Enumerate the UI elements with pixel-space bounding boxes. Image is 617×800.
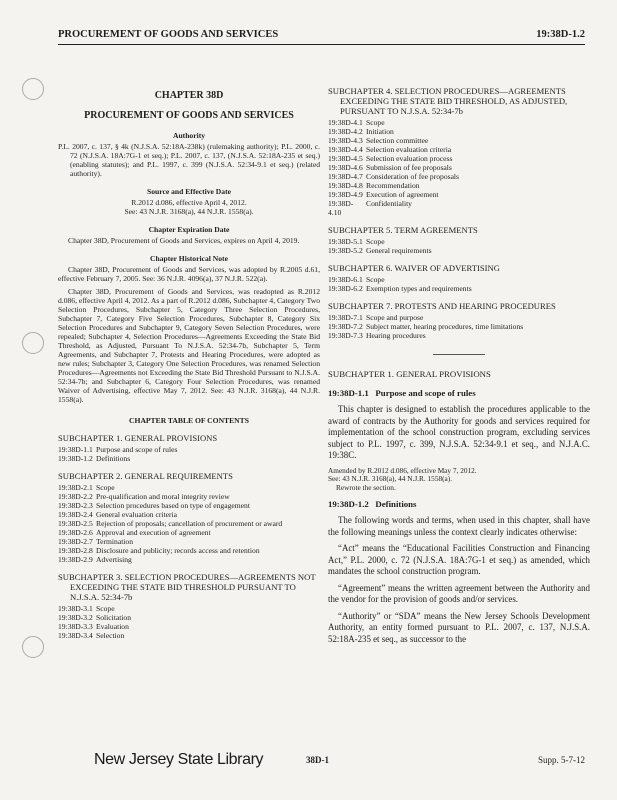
toc-entry — [58, 510, 320, 519]
toc-entry-number: 19:38D-3.3 — [58, 622, 93, 631]
toc-entry — [328, 190, 590, 199]
toc-entry — [328, 331, 590, 340]
toc-entry-number: 19:38D-4.1 — [328, 118, 363, 127]
toc-title: CHAPTER TABLE OF CONTENTS — [129, 416, 249, 425]
punch-hole — [22, 332, 44, 354]
source-citation: See: 43 N.J.R. 3168(a), 44 N.J.R. 1558(a). — [124, 207, 254, 216]
toc-entry-title: Confidentiality — [366, 199, 412, 208]
toc-entry-title: Initiation — [366, 127, 394, 136]
toc-subchapter-title: SUBCHAPTER 7. PROTESTS AND HEARING PROCEDURES — [328, 301, 556, 311]
toc-entry — [328, 172, 590, 181]
toc-entry-title: Scope and purpose — [366, 313, 424, 322]
toc-entry — [328, 127, 590, 136]
toc-subchapter-title: SUBCHAPTER 3. SELECTION PROCEDURES—AGREEMENTS NOT EXCEEDING THE STATE BID THRESHOLD PURSUANT TO N.J.S.A. 52:34-7b — [58, 572, 316, 602]
chapter-number: CHAPTER 38D — [154, 90, 224, 101]
source-text: R.2012 d.086, effective April 4, 2012. — [131, 198, 247, 207]
toc-entry-number: 19:38D-1.1 — [58, 445, 93, 454]
toc-entry-title: Scope — [96, 604, 115, 613]
toc-entry — [328, 163, 590, 172]
page-footer — [58, 751, 585, 775]
authority-text: P.L. 2007, c. 137, § 4k (N.J.S.A. 52:18A-238k) (rulemaking authority); P.L. 2000, c. 72 (N.J.S.A. 18A:7G-1 et seq.); P.L. 2007, c. 137, (N.J.S.A. 52:18A-235 et seq.) (enabling statutes); and P.L. 1997, c. 399 (N.J.S.A. 52:34-9.1 et seq.) (related authority). — [58, 142, 320, 178]
toc-entry-title: Recommendation — [366, 181, 420, 190]
toc-entry-title: Purpose and scope of rules — [96, 445, 178, 454]
toc-entry — [58, 454, 320, 463]
toc-entry-number: 19:38D-2.9 — [58, 555, 93, 564]
toc-entry-number: 19:38D-3.1 — [58, 604, 93, 613]
toc-entry-number: 19:38D-4.6 — [328, 163, 363, 172]
amendment-note — [328, 467, 590, 493]
rule-title: Purpose and scope of rules — [375, 388, 476, 398]
toc-entry — [328, 118, 590, 127]
definition-agreement: “Agreement” means the written agreement between the Authority and the vendor for the provision of goods and/or services. — [328, 582, 590, 605]
toc-entry-title: Selection evaluation process — [366, 154, 453, 163]
expiration-text: Chapter 38D, Procurement of Goods and Services, expires on April 4, 2019. — [68, 236, 300, 245]
toc-entry — [58, 622, 320, 631]
toc-entry — [58, 537, 320, 546]
toc-entry — [328, 284, 590, 293]
toc-entry-number: 19:38D-3.2 — [58, 613, 93, 622]
toc-subchapter-title: SUBCHAPTER 4. SELECTION PROCEDURES—AGREEMENTS EXCEEDING THE STATE BID THRESHOLD, AS ADJUSTED, PURSUANT TO N.J.S.A. 52:34-7b — [328, 86, 568, 116]
toc-entry-number: 19:38D-7.1 — [328, 313, 363, 322]
toc-entry — [328, 145, 590, 154]
toc-entry — [58, 445, 320, 454]
toc-entry-number: 19:38D-4.5 — [328, 154, 363, 163]
toc-entry-title: Scope — [96, 483, 115, 492]
toc-entry-title: Submission of fee proposals — [366, 163, 452, 172]
punch-hole — [22, 78, 44, 100]
toc-entry-title: Rejection of proposals; cancellation of procurement or award — [96, 519, 283, 528]
toc-entry-title: Approval and execution of agreement — [96, 528, 211, 537]
toc-entry — [58, 483, 320, 492]
rule-number: 19:38D-1.1 — [328, 388, 369, 398]
toc-entry — [58, 501, 320, 510]
toc-entry-title: Advertising — [96, 555, 132, 564]
toc-entry-number: 19:38D-4.2 — [328, 127, 363, 136]
amendment-summary: Rewrote the section. — [336, 482, 396, 492]
toc-entry-title: General requirements — [366, 246, 432, 255]
toc-entry-number: 19:38D-7.2 — [328, 322, 363, 331]
toc-entry-title: Scope — [366, 118, 385, 127]
library-stamp: New Jersey State Library — [94, 751, 264, 768]
toc-entry — [58, 613, 320, 622]
toc-entry-title: Selection committee — [366, 136, 429, 145]
section-divider — [433, 354, 485, 355]
toc-subchapter-title: SUBCHAPTER 2. GENERAL REQUIREMENTS — [58, 471, 233, 481]
toc-entry-number: 19:38D-5.2 — [328, 246, 363, 255]
toc-entry — [328, 199, 590, 217]
rule-title: Definitions — [375, 499, 417, 510]
toc-entry-number: 19:38D-4.3 — [328, 136, 363, 145]
toc-entry-number: 19:38D-1.2 — [58, 454, 93, 463]
toc-entry-title: Selection evaluation criteria — [366, 145, 452, 154]
amendment-line: Amended by R.2012 d.086, effective May 7, 2012. — [328, 465, 477, 475]
punch-hole — [22, 636, 44, 658]
toc-entry — [328, 275, 590, 284]
toc-entry-title: Execution of agreement — [366, 190, 439, 199]
rule-body: This chapter is designed to establish the procedures applicable to the award of contracts by the Authority for goods and services required for implementation of the school construction program, excluding services subject to P.L. 1997, c. 399, N.J.S.A. 52:34-9.1 et seq., and N.J.A.C. 19:38C. — [328, 404, 590, 460]
toc-entry-title: Disclosure and publicity; records access and retention — [96, 546, 260, 555]
history-text: Chapter 38D, Procurement of Goods and Services, was readopted as R.2012 d.086, effective April 4, 2012. As a part of R.2012 d.086, Subchapter 4, Category Two Selection Procedures, Subchapter 5, Category Three Selection Procedures, Subchapter 7, Category Five Selection Procedures, Subchapter 8, Category Six Selection Procedures and Subchapter 9, Category Seven Selection Procedures, were repealed; Subchapter 4, Selection Procedures—Agreements Exceeding the State Bid Threshold, as Adjusted, Pursuant To N.J.S.A. 52:34-7b, Subchapter 5, Term Agreements, and Subchapter 7, Protests and Hearing Procedures, were adopted as new rules; Subchapter 3, Category One Selection Procedures, was renamed Selection Procedures—Agreements not Exceeding the State Bid Threshold Pursuant to N.J.S.A. 52:34-7b; and Subchapter 6, Category Four Selection Procedures, was renamed Waiver of Advertising, effective May 7, 2012. See: 43 N.J.R. 3168(a), 44 N.J.R. 1558(a). — [58, 287, 320, 404]
toc-entry — [328, 313, 590, 322]
toc-entry-number: 19:38D-4.4 — [328, 145, 363, 154]
toc-entry — [328, 322, 590, 331]
rule-heading — [328, 500, 590, 509]
toc-entry-number: 19:38D-2.4 — [58, 510, 93, 519]
definition-act: “Act” means the “Educational Facilities Construction and Financing Act,” P.L. 2000, c. 72 (N.J.S.A. 18A:7G-1 et seq.) as amended, which mandates the school construction program. — [328, 543, 590, 577]
toc-entry-title: Scope — [366, 237, 385, 246]
source-heading: Source and Effective Date — [146, 187, 231, 196]
binder-holes — [22, 0, 52, 800]
toc-entry-number: 19:38D-2.1 — [58, 483, 93, 492]
toc-entry — [328, 237, 590, 246]
chapter-title: PROCUREMENT OF GOODS AND SERVICES — [84, 110, 294, 121]
toc-entry-title: Hearing procedures — [366, 331, 426, 340]
toc-entry — [328, 136, 590, 145]
left-column — [58, 90, 320, 640]
toc-entry-number: 19:38D-2.2 — [58, 492, 93, 501]
toc-entry — [58, 546, 320, 555]
toc-entry-number: 19:38D-2.6 — [58, 528, 93, 537]
toc-entry-number: 19:38D-4.8 — [328, 181, 363, 190]
toc-entry-title: Exemption types and requirements — [366, 284, 472, 293]
amendment-citation: See: 43 N.J.R. 3168(a), 44 N.J.R. 1558(a). — [328, 474, 453, 484]
toc-entry — [328, 181, 590, 190]
header-section-number: 19:38D-1.2 — [536, 29, 585, 40]
toc-entry-number: 19:38D-6.1 — [328, 275, 363, 284]
toc-entry-title: Evaluation — [96, 622, 129, 631]
toc-entry — [328, 154, 590, 163]
rule-heading — [328, 389, 590, 398]
toc-subchapter-title: SUBCHAPTER 5. TERM AGREEMENTS — [328, 225, 478, 235]
toc-entry — [58, 519, 320, 528]
toc-subchapter-title: SUBCHAPTER 1. GENERAL PROVISIONS — [58, 433, 218, 443]
right-column — [328, 78, 590, 650]
table-of-contents-continued — [328, 86, 590, 340]
toc-entry-number: 19:38D-4.10 — [328, 199, 354, 217]
toc-entry — [58, 555, 320, 564]
history-text: Chapter 38D, Procurement of Goods and Services, was adopted by R.2005 d.61, effective February 7, 2005. See: 36 N.J.R. 4096(a), 37 N.J.R. 522(a). — [58, 265, 320, 283]
history-heading: Chapter Historical Note — [150, 254, 228, 263]
authority-heading: Authority — [172, 131, 206, 140]
toc-entry-number: 19:38D-6.2 — [328, 284, 363, 293]
toc-entry-number: 19:38D-4.7 — [328, 172, 363, 181]
toc-subchapter-title: SUBCHAPTER 6. WAIVER OF ADVERTISING — [328, 263, 500, 273]
toc-entry — [328, 246, 590, 255]
toc-entry-title: General evaluation criteria — [96, 510, 177, 519]
toc-entry — [58, 604, 320, 613]
toc-entry-title: Selection — [96, 631, 125, 640]
toc-entry-title: Solicitation — [96, 613, 132, 622]
toc-entry-title: Termination — [96, 537, 134, 546]
page-number: 38D-1 — [306, 755, 329, 765]
definition-authority: “Authority” or “SDA” means the New Jersey Schools Development Authority, an entity formed pursuant to P.L. 2007, c. 137, N.J.S.A. 52:18A-235 et seq., as successor to the — [328, 610, 590, 644]
expiration-heading: Chapter Expiration Date — [148, 225, 230, 234]
definition-intro: The following words and terms, when used in this chapter, shall have the following meanings unless the context clearly indicates otherwise: — [328, 515, 590, 537]
toc-entry-number: 19:38D-2.7 — [58, 537, 93, 546]
toc-entry-number: 19:38D-5.1 — [328, 237, 363, 246]
rule-number: 19:38D-1.2 — [328, 499, 369, 510]
toc-entry-number: 19:38D-3.4 — [58, 631, 93, 640]
toc-entry — [58, 528, 320, 537]
table-of-contents — [58, 433, 320, 640]
toc-entry-number: 19:38D-2.3 — [58, 501, 93, 510]
supplement-date: Supp. 5-7-12 — [538, 755, 585, 765]
header-rule — [58, 44, 585, 45]
toc-entry-title: Consideration of fee proposals — [366, 172, 460, 181]
toc-entry-title: Scope — [366, 275, 385, 284]
toc-entry-number: 19:38D-2.8 — [58, 546, 93, 555]
toc-entry-number: 19:38D-2.5 — [58, 519, 93, 528]
toc-entry-number: 19:38D-7.3 — [328, 331, 363, 340]
toc-entry-title: Pre-qualification and moral integrity review — [96, 492, 230, 501]
toc-entry-title: Definitions — [96, 454, 131, 463]
toc-entry-number: 19:38D-4.9 — [328, 190, 363, 199]
subchapter-heading: SUBCHAPTER 1. GENERAL PROVISIONS — [328, 369, 491, 379]
toc-entry — [58, 631, 320, 640]
toc-entry — [58, 492, 320, 501]
running-header — [58, 29, 585, 43]
toc-entry-title: Selection procedures based on type of engagement — [96, 501, 250, 510]
toc-entry-title: Subject matter, hearing procedures, time limitations — [366, 322, 524, 331]
header-title: PROCUREMENT OF GOODS AND SERVICES — [58, 29, 279, 40]
